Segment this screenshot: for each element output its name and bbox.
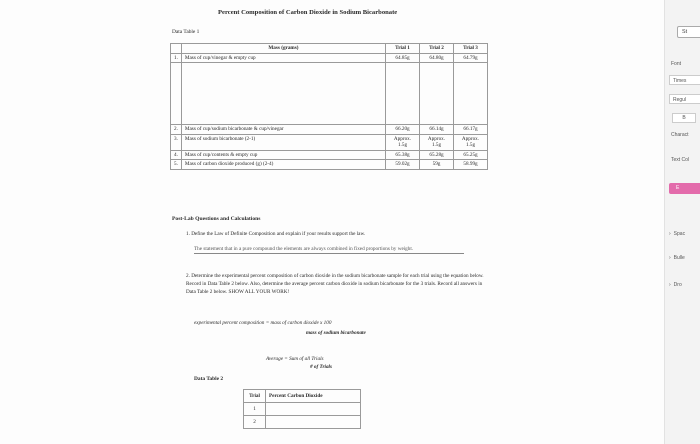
trial-number: 1	[244, 403, 266, 416]
trial-number: 2	[244, 416, 266, 429]
formula-denominator: mass of sodium bicarbonate	[306, 330, 366, 336]
table-row: 4. Mass of cup/contents & empty cup 65.38g 65.28g 65.25g	[171, 150, 488, 160]
trial-1-header: Trial 1	[386, 44, 420, 54]
table-row: 2. Mass of cup/sodium bicarbonate & cup/vinegar 66.20g 66.14g 66.17g	[171, 125, 488, 135]
question-1[interactable]: 1. Define the Law of Definite Composition and explain if your results support the law.	[186, 231, 366, 237]
bullets-row[interactable]: › Bulle	[669, 255, 685, 261]
table-spacer-row	[171, 63, 488, 125]
table-cell[interactable]: Approx. 1.5g	[454, 134, 488, 150]
data-table-2	[243, 389, 361, 429]
page-title: Percent Composition of Carbon Dioxide in Sodium Bicarbonate	[218, 9, 398, 16]
table-cell[interactable]: 64.80g	[420, 53, 454, 63]
text-color-swatch[interactable]: E	[669, 183, 700, 194]
bold-button[interactable]: B	[672, 113, 696, 123]
font-label: Font	[671, 61, 682, 67]
data-table-2-label: Data Table 2	[194, 376, 224, 382]
question-2[interactable]: 2. Determine the experimental percent composition of carbon dioxide in the sodium bicarbonate sample for each trial using the equation below. Record in Data Table 2 below. Also, determine the average percent carbon dioxide in sodium bicarbonate for the 3 trials. Record all answers in Data Table 2 below. SHOW ALL YOUR WORK!	[186, 273, 484, 295]
table-cell[interactable]: Mass of carbon dioxide produced (g) (2-4)	[181, 160, 385, 170]
trial-3-header: Trial 3	[454, 44, 488, 54]
spacing-row[interactable]: › Spac	[669, 231, 685, 237]
table-row: 5. Mass of carbon dioxide produced (g) (2-4) 59.02g 59g 58.99g	[171, 160, 488, 170]
table-header-row	[171, 44, 488, 54]
text-color-label: Text Col	[671, 157, 690, 163]
table-cell[interactable]: Approx. 1.5g	[420, 134, 454, 150]
mass-header: Mass (grams)	[181, 44, 385, 54]
table-row: 3. Mass of sodium bicarbonate (2-1) Approx. 1.5g Approx. 1.5g Approx. 1.5g	[171, 134, 488, 150]
table-cell[interactable]: 66.14g	[420, 125, 454, 135]
format-sidebar	[664, 0, 700, 444]
table-cell[interactable]: 65.25g	[454, 150, 488, 160]
trial-2-header: Trial 2	[420, 44, 454, 54]
percent-composition-formula: experimental percent composition = mass of carbon dioxide x 100	[194, 320, 332, 326]
average-formula: Average = Sum of all Trials	[266, 356, 324, 362]
table-cell[interactable]: 64.79g	[454, 53, 488, 63]
table-row	[244, 416, 361, 429]
drop-cap-row[interactable]: › Dro	[669, 282, 682, 288]
table-cell[interactable]: Mass of cup/vinegar & empty cup	[181, 53, 385, 63]
percent-cell[interactable]	[266, 403, 361, 416]
data-table-1	[170, 43, 488, 170]
percent-co2-header: Percent Carbon Dioxide	[266, 390, 361, 403]
table-cell[interactable]: 58.99g	[454, 160, 488, 170]
table-cell[interactable]: 66.17g	[454, 125, 488, 135]
trial-header: Trial	[244, 390, 266, 403]
table-cell[interactable]: Mass of sodium bicarbonate (2-1)	[181, 134, 385, 150]
table-cell[interactable]: 65.38g	[386, 150, 420, 160]
table-cell[interactable]: 64.85g	[386, 53, 420, 63]
data-table-1-label: Data Table 1	[172, 29, 200, 35]
table-cell[interactable]: 59.02g	[386, 160, 420, 170]
table-cell[interactable]: Approx. 1.5g	[386, 134, 420, 150]
table-cell[interactable]: 65.28g	[420, 150, 454, 160]
post-lab-title[interactable]: Post-Lab Questions and Calculations	[172, 216, 261, 222]
table-cell[interactable]: 59g	[420, 160, 454, 170]
percent-cell[interactable]	[266, 416, 361, 429]
character-label[interactable]: Charact	[671, 132, 689, 138]
font-style-select[interactable]: Regul	[669, 94, 700, 104]
font-family-select[interactable]: Times	[669, 75, 700, 85]
answer-1[interactable]: The statement that in a pure compound the elements are always combined in fixed proportions by weight.	[194, 245, 464, 254]
table-header-row	[244, 390, 361, 403]
average-denominator: # of Trials	[310, 364, 332, 370]
style-button[interactable]: St	[677, 26, 700, 38]
table-row: 1. Mass of cup/vinegar & empty cup 64.85g 64.80g 64.79g	[171, 53, 488, 63]
table-cell[interactable]: Mass of cup/sodium bicarbonate & cup/vinegar	[181, 125, 385, 135]
table-row	[244, 403, 361, 416]
table-cell[interactable]: Mass of cup/contents & empty cup	[181, 150, 385, 160]
table-cell[interactable]: 66.20g	[386, 125, 420, 135]
